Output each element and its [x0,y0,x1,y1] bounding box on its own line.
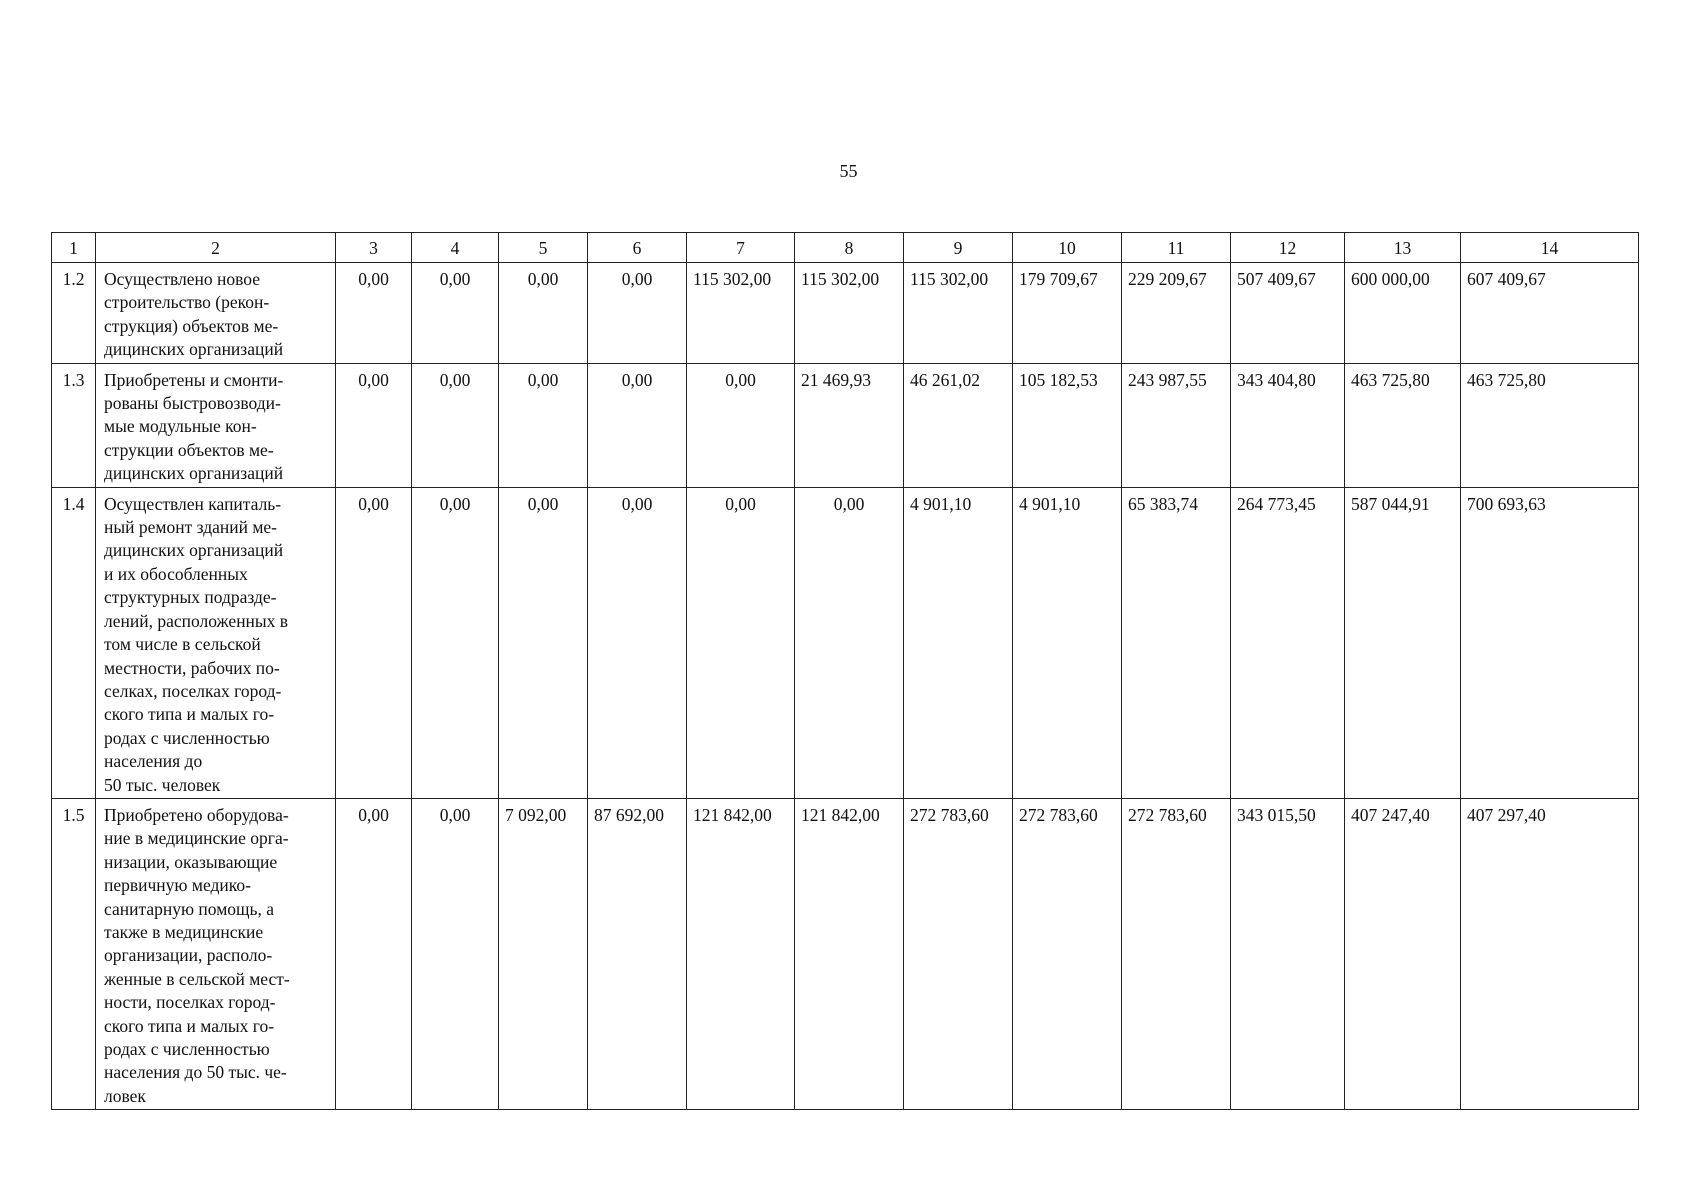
description-line: структурных подразде- [104,587,277,608]
value-cell-col-4: 0,00 [412,798,499,1109]
description-line: струкции объектов ме- [104,439,274,460]
value-cell-col-12: 507 409,67 [1231,263,1345,364]
value-cell-col-5: 0,00 [499,487,588,798]
column-header-6: 6 [588,233,687,263]
value-cell-col-14: 700 693,63 [1461,487,1639,798]
column-header-13: 13 [1345,233,1461,263]
description-line: строительство (рекон- [104,292,270,313]
value-cell-col-8: 115 302,00 [795,263,904,364]
description-line: рованы быстровозводи- [104,393,281,414]
column-header-1: 1 [52,233,96,263]
row-description [96,263,336,364]
value-cell-col-3: 0,00 [336,798,412,1109]
column-header-10: 10 [1013,233,1122,263]
value-cell-col-10: 4 901,10 [1013,487,1122,798]
value-cell-col-11: 272 783,60 [1122,798,1231,1109]
description-line: мые модульные кон- [104,416,257,437]
table-row [52,363,1639,487]
value-cell-col-9: 4 901,10 [904,487,1013,798]
description-line: санитарную помощь, а [104,898,275,919]
table-row [52,487,1639,798]
description-line: том числе в сельской [104,634,261,655]
column-header-8: 8 [795,233,904,263]
value-cell-col-7: 0,00 [687,363,795,487]
description-line: первичную медико- [104,875,251,896]
value-cell-col-4: 0,00 [412,363,499,487]
description-line: родах с численностью [104,727,270,748]
description-line: дицинских организаций [104,540,284,561]
value-cell-col-7: 121 842,00 [687,798,795,1109]
row-number: 1.2 [52,263,96,364]
column-header-3: 3 [336,233,412,263]
table-row [52,263,1639,364]
description-line: ловек [104,1085,146,1106]
value-cell-col-5: 7 092,00 [499,798,588,1109]
description-line: дицинских организаций [104,339,284,360]
value-cell-col-3: 0,00 [336,263,412,364]
value-cell-col-13: 407 247,40 [1345,798,1461,1109]
value-cell-col-10: 179 709,67 [1013,263,1122,364]
description-line: Приобретено оборудова- [104,804,289,825]
value-cell-col-4: 0,00 [412,263,499,364]
description-line: родах с численностью [104,1039,270,1059]
column-header-11: 11 [1122,233,1231,263]
column-header-14: 14 [1461,233,1639,263]
row-description [96,487,336,798]
column-header-2: 2 [96,233,336,263]
value-cell-col-3: 0,00 [336,363,412,487]
description-line: и их обособленных [104,563,248,584]
column-header-12: 12 [1231,233,1345,263]
description-line: населения до [104,751,203,772]
value-cell-col-14: 407 297,40 [1461,798,1639,1109]
row-description [96,363,336,487]
description-line: также в медицинские [104,921,264,942]
description-line: организации, располо- [104,945,273,966]
value-cell-col-6: 87 692,00 [588,798,687,1109]
value-cell-col-6: 0,00 [588,363,687,487]
description-line: лений, расположенных в [104,610,289,631]
description-line: ности, поселках город- [104,992,276,1013]
description-line: Приобретены и смонти- [104,369,284,390]
value-cell-col-9: 46 261,02 [904,363,1013,487]
data-table [51,232,1639,1110]
value-cell-col-5: 0,00 [499,263,588,364]
description-line: ный ремонт зданий ме- [104,517,278,538]
table-row [52,798,1639,1109]
value-cell-col-12: 264 773,45 [1231,487,1345,798]
value-cell-col-11: 229 209,67 [1122,263,1231,364]
header-row [52,233,1639,263]
description-line: местности, рабочих по- [104,657,280,678]
value-cell-col-3: 0,00 [336,487,412,798]
column-header-9: 9 [904,233,1013,263]
description-line: населения до 50 тыс. че- [104,1062,287,1083]
value-cell-col-7: 115 302,00 [687,263,795,364]
description-line: Осуществлен капиталь- [104,493,282,514]
value-cell-col-13: 463 725,80 [1345,363,1461,487]
row-description [96,798,336,1109]
column-header-7: 7 [687,233,795,263]
column-header-5: 5 [499,233,588,263]
description-line: женные в сельской мест- [104,968,290,989]
value-cell-col-10: 105 182,53 [1013,363,1122,487]
value-cell-col-7: 0,00 [687,487,795,798]
value-cell-col-9: 272 783,60 [904,798,1013,1109]
value-cell-col-6: 0,00 [588,487,687,798]
description-line: Осуществлено новое [104,269,261,289]
value-cell-col-12: 343 404,80 [1231,363,1345,487]
description-line: селках, поселках город- [104,680,282,701]
description-line: струкция) объектов ме- [104,315,279,336]
value-cell-col-14: 607 409,67 [1461,263,1639,364]
value-cell-col-9: 115 302,00 [904,263,1013,364]
value-cell-col-13: 587 044,91 [1345,487,1461,798]
value-cell-col-5: 0,00 [499,363,588,487]
value-cell-col-6: 0,00 [588,263,687,364]
value-cell-col-8: 21 469,93 [795,363,904,487]
value-cell-col-4: 0,00 [412,487,499,798]
value-cell-col-11: 65 383,74 [1122,487,1231,798]
description-line: ского типа и малых го- [104,704,275,725]
description-line: 50 тыс. человек [104,774,221,795]
value-cell-col-8: 0,00 [795,487,904,798]
value-cell-col-11: 243 987,55 [1122,363,1231,487]
table-body [52,263,1639,1110]
row-number: 1.5 [52,798,96,1109]
description-line: дицинских организаций [104,463,284,484]
value-cell-col-13: 600 000,00 [1345,263,1461,364]
value-cell-col-14: 463 725,80 [1461,363,1639,487]
row-number: 1.3 [52,363,96,487]
description-line: ского типа и малых го- [104,1015,275,1036]
row-number: 1.4 [52,487,96,798]
value-cell-col-12: 343 015,50 [1231,798,1345,1109]
value-cell-col-10: 272 783,60 [1013,798,1122,1109]
description-line: низации, оказывающие [104,851,278,872]
column-header-4: 4 [412,233,499,263]
description-line: ние в медицинские орга- [104,828,289,849]
page-number: 55 [839,161,858,181]
value-cell-col-8: 121 842,00 [795,798,904,1109]
